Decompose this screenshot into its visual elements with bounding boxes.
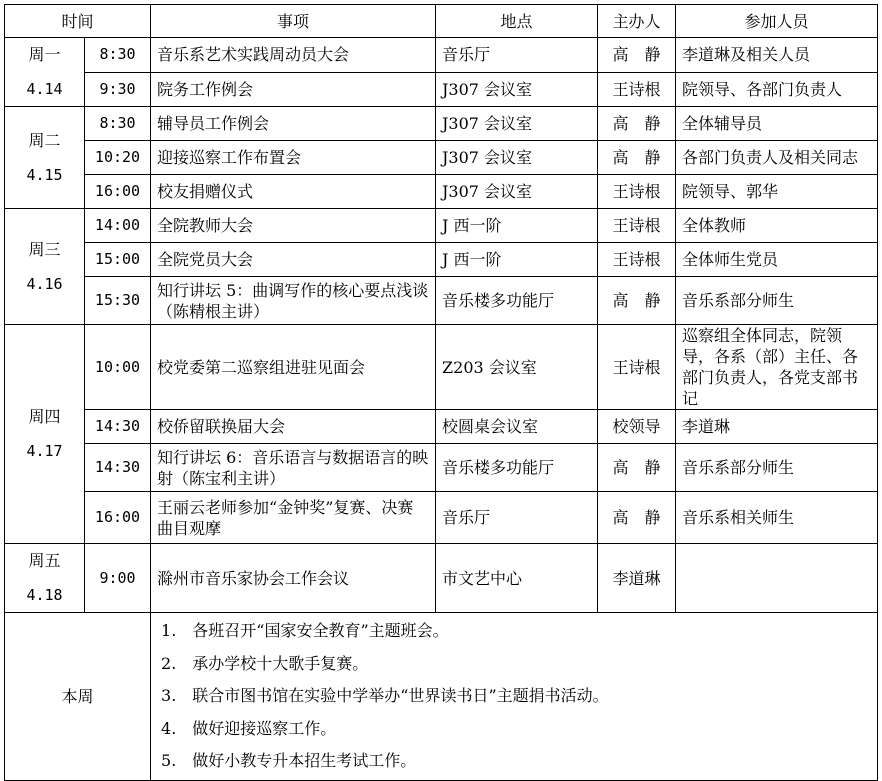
schedule-body <box>5 38 878 613</box>
host-cell: 高 静 <box>598 141 676 175</box>
participants-cell: 院领导、郭华 <box>676 175 878 209</box>
time-cell: 14:30 <box>85 410 151 444</box>
place-cell: 音乐楼多功能厅 <box>436 277 598 325</box>
item-cell: 知行讲坛 6：音乐语言与数据语言的映射（陈宝利主讲） <box>151 444 436 492</box>
host-cell: 校领导 <box>598 410 676 444</box>
header-time: 时间 <box>5 5 151 38</box>
item-cell: 全院教师大会 <box>151 209 436 243</box>
day-name: 周一 <box>28 45 61 64</box>
place-cell: Z203 会议室 <box>436 325 598 410</box>
week-note: 1. 各班召开“国家安全教育”主题班会。 <box>161 621 449 640</box>
host-cell: 李道琳 <box>598 544 676 613</box>
host-cell: 王诗根 <box>598 209 676 243</box>
item-cell: 知行讲坛 5：曲调写作的核心要点浅谈（陈精根主讲） <box>151 277 436 325</box>
week-note: 5. 做好小教专升本招生考试工作。 <box>161 751 417 770</box>
schedule-row <box>5 277 878 325</box>
place-cell: 校圆桌会议室 <box>436 410 598 444</box>
day-name: 周二 <box>28 130 61 150</box>
participants-cell: 音乐系部分师生 <box>676 277 878 325</box>
weekly-schedule-table <box>4 4 878 781</box>
host-cell: 高 静 <box>598 444 676 492</box>
host-cell: 高 静 <box>598 38 676 73</box>
participants-cell: 全体辅导员 <box>676 107 878 141</box>
place-cell: 音乐厅 <box>436 38 598 73</box>
time-cell: 14:30 <box>85 444 151 492</box>
participants-cell: 音乐系相关师生 <box>676 492 878 544</box>
participants-cell: 全体教师 <box>676 209 878 243</box>
week-label: 本周 <box>5 613 151 781</box>
time-cell: 15:00 <box>85 243 151 277</box>
day-date: 4.15 <box>26 165 63 184</box>
schedule-row <box>5 107 878 141</box>
day-name: 周四 <box>28 407 61 426</box>
schedule-row <box>5 444 878 492</box>
item-cell: 全院党员大会 <box>151 243 436 277</box>
week-notes-list <box>151 613 877 780</box>
day-name: 周五 <box>28 551 61 570</box>
time-cell: 14:00 <box>85 209 151 243</box>
time-cell: 9:00 <box>85 544 151 613</box>
place-cell: J307 会议室 <box>436 107 598 141</box>
day-date: 4.16 <box>26 274 63 293</box>
host-cell: 王诗根 <box>598 325 676 410</box>
header-row <box>5 5 878 38</box>
host-cell: 高 静 <box>598 277 676 325</box>
header-participants: 参加人员 <box>676 5 878 38</box>
host-cell: 高 静 <box>598 107 676 141</box>
day-cell <box>5 544 85 613</box>
day-cell <box>5 38 85 107</box>
time-cell: 10:00 <box>85 325 151 410</box>
day-cell <box>5 209 85 325</box>
host-cell: 高 静 <box>598 492 676 544</box>
place-cell: 音乐楼多功能厅 <box>436 444 598 492</box>
place-cell: J307 会议室 <box>436 141 598 175</box>
item-cell: 院务工作例会 <box>151 72 436 107</box>
item-cell: 校友捐赠仪式 <box>151 175 436 209</box>
schedule-row <box>5 544 878 613</box>
week-note: 4. 做好迎接巡察工作。 <box>161 718 337 738</box>
schedule-row <box>5 325 878 410</box>
day-cell <box>5 107 85 209</box>
header-host: 主办人 <box>598 5 676 38</box>
place-cell: 音乐厅 <box>436 492 598 544</box>
host-cell: 王诗根 <box>598 72 676 107</box>
place-cell: J307 会议室 <box>436 175 598 209</box>
schedule-row <box>5 209 878 243</box>
item-cell: 王丽云老师参加“金钟奖”复赛、决赛曲目观摩 <box>151 492 436 544</box>
participants-cell <box>676 544 878 613</box>
schedule-row <box>5 72 878 107</box>
time-cell: 8:30 <box>85 107 151 141</box>
week-notes-row <box>5 613 878 781</box>
time-cell: 15:30 <box>85 277 151 325</box>
header-place: 地点 <box>436 5 598 38</box>
place-cell: J 西一阶 <box>436 243 598 277</box>
schedule-row <box>5 141 878 175</box>
schedule-row <box>5 175 878 209</box>
week-notes-cell <box>151 613 878 781</box>
place-cell: J 西一阶 <box>436 209 598 243</box>
place-cell: 市文艺中心 <box>436 544 598 613</box>
participants-cell: 院领导、各部门负责人 <box>676 72 878 107</box>
item-cell: 辅导员工作例会 <box>151 107 436 141</box>
host-cell: 王诗根 <box>598 175 676 209</box>
header-item: 事项 <box>151 5 436 38</box>
time-cell: 16:00 <box>85 175 151 209</box>
day-date: 4.14 <box>26 80 63 98</box>
time-cell: 9:30 <box>85 72 151 107</box>
participants-cell: 全体师生党员 <box>676 243 878 277</box>
item-cell: 音乐系艺术实践周动员大会 <box>151 38 436 73</box>
schedule-row <box>5 492 878 544</box>
day-cell <box>5 325 85 544</box>
day-name: 周三 <box>28 239 61 259</box>
participants-cell: 李道琳及相关人员 <box>676 38 878 73</box>
host-cell: 王诗根 <box>598 243 676 277</box>
participants-cell: 巡察组全体同志，院领导，各系（部）主任、各部门负责人，各党支部书记 <box>676 325 878 410</box>
schedule-row <box>5 410 878 444</box>
item-cell: 滁州市音乐家协会工作会议 <box>151 544 436 613</box>
time-cell: 10:20 <box>85 141 151 175</box>
time-cell: 8:30 <box>85 38 151 73</box>
item-cell: 校党委第二巡察组进驻见面会 <box>151 325 436 410</box>
participants-cell: 各部门负责人及相关同志 <box>676 141 878 175</box>
participants-cell: 李道琳 <box>676 410 878 444</box>
schedule-row <box>5 38 878 73</box>
participants-cell: 音乐系部分师生 <box>676 444 878 492</box>
item-cell: 校侨留联换届大会 <box>151 410 436 444</box>
place-cell: J307 会议室 <box>436 72 598 107</box>
day-date: 4.17 <box>26 442 63 460</box>
day-date: 4.18 <box>26 586 63 604</box>
schedule-row <box>5 243 878 277</box>
week-note: 2. 承办学校十大歌手复赛。 <box>161 653 369 673</box>
week-note: 3. 联合市图书馆在实验中学举办“世界读书日”主题捐书活动。 <box>161 686 609 705</box>
time-cell: 16:00 <box>85 492 151 544</box>
item-cell: 迎接巡察工作布置会 <box>151 141 436 175</box>
